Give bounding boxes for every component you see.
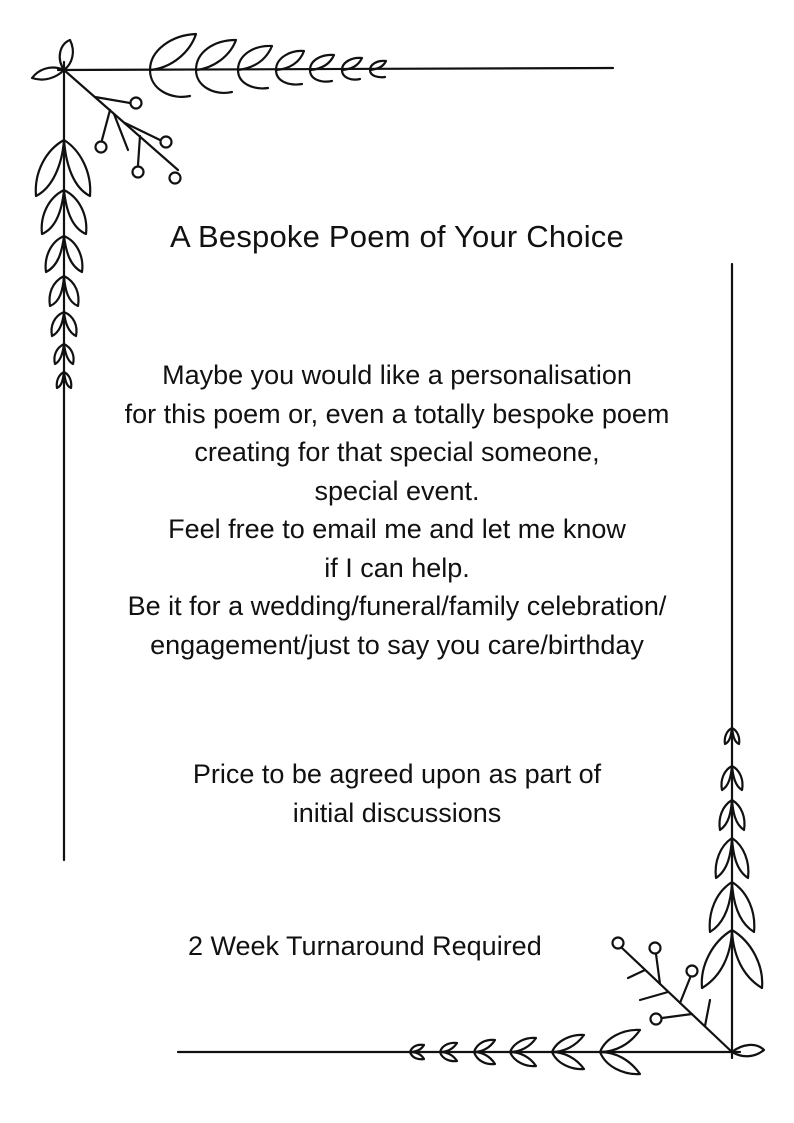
price-block [0, 755, 794, 832]
bottom-right-berry-sprig [613, 938, 733, 1053]
price-line: Price to be agreed upon as part of [192, 759, 602, 789]
description-line: engagement/just to say you care/birthday [150, 629, 644, 660]
top-frame-line [58, 68, 613, 70]
description-line: Maybe you would like a personalisation [162, 360, 632, 390]
description-line: for this poem or, even a totally bespoke poem [124, 398, 670, 429]
turnaround-note: 2 Week Turnaround Required [188, 931, 542, 961]
price-line: initial discussions [292, 797, 502, 828]
description-line: special event. [314, 475, 480, 506]
description-line: if I can help. [324, 552, 470, 583]
description-block [0, 356, 794, 664]
page-title: A Bespoke Poem of Your Choice [170, 219, 624, 254]
description-line: Feel free to email me and let me know [168, 514, 626, 544]
top-left-berry-sprig [64, 70, 181, 184]
description-line: creating for that special someone, [194, 437, 600, 467]
description-line: Be it for a wedding/funeral/family celebration/ [127, 591, 667, 621]
